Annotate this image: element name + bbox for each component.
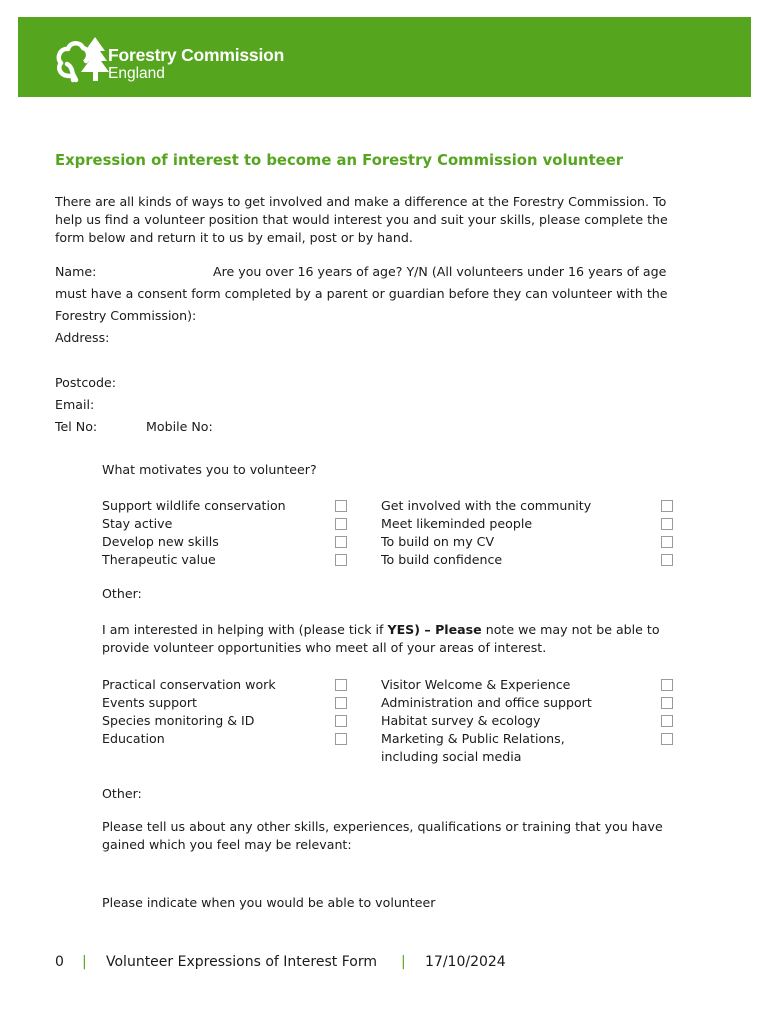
footer-doc-title: Volunteer Expressions of Interest Form — [106, 954, 377, 970]
motivation-option-label: Meet likeminded people — [381, 516, 533, 531]
motivation-option-label: To build confidence — [381, 552, 503, 567]
motivation-checkbox[interactable] — [661, 500, 673, 512]
age-question-line-2: must have a consent form completed by a parent or guardian before they can volunteer with the — [55, 286, 668, 301]
age-question-line-3: Forestry Commission): — [55, 308, 197, 323]
interest-checkbox[interactable] — [661, 733, 673, 745]
interest-option-label: Practical conservation work — [102, 677, 276, 692]
intro-line-2: help us find a volunteer position that would interest you and suit your skills, please complete the — [55, 212, 668, 227]
footer-date: 17/10/2024 — [425, 954, 506, 970]
interest-option-label: Administration and office support — [381, 695, 592, 710]
interest-intro-line-1: I am interested in helping with (please tick if YES) – Please note we may not be able to — [102, 622, 660, 637]
interest-intro-line-2: provide volunteer opportunities who meet all of your areas of interest. — [102, 640, 547, 655]
motivation-checkbox[interactable] — [661, 554, 673, 566]
header-banner — [18, 17, 751, 97]
footer-separator: | — [401, 954, 406, 970]
interest-checkbox[interactable] — [335, 697, 347, 709]
motivation-option-label: Stay active — [102, 516, 173, 531]
other-interest-label: Other: — [102, 786, 142, 801]
interest-option-label: Education — [102, 731, 165, 746]
interest-checkbox[interactable] — [335, 679, 347, 691]
other-motivation-label: Other: — [102, 586, 142, 601]
motivation-option-label: Get involved with the community — [381, 498, 592, 513]
address-label: Address: — [55, 330, 110, 345]
availability-question: Please indicate when you would be able to volunteer — [102, 895, 436, 910]
interest-option-label: Events support — [102, 695, 197, 710]
form-title: Expression of interest to become an Forestry Commission volunteer — [55, 152, 624, 169]
brand-name: Forestry Commission — [108, 45, 285, 65]
motivation-checkbox[interactable] — [335, 500, 347, 512]
age-question-line-1: Are you over 16 years of age? Y/N (All volunteers under 16 years of age — [213, 264, 667, 279]
motivation-checkbox[interactable] — [661, 518, 673, 530]
interest-option-label: Species monitoring & ID — [102, 713, 255, 728]
name-label: Name: — [55, 264, 97, 279]
motivation-checkbox[interactable] — [335, 536, 347, 548]
mobile-label: Mobile No: — [146, 419, 213, 434]
interest-checkbox[interactable] — [661, 697, 673, 709]
motivation-question: What motivates you to volunteer? — [102, 462, 317, 477]
motivation-checkbox[interactable] — [335, 518, 347, 530]
motivation-option-label: Support wildlife conservation — [102, 498, 286, 513]
skills-question-line-1: Please tell us about any other skills, experiences, qualifications or training that you have — [102, 819, 663, 834]
interest-option-label: Visitor Welcome & Experience — [381, 677, 571, 692]
footer-page-number: 0 — [55, 954, 64, 970]
interest-option-label: Habitat survey & ecology — [381, 713, 541, 728]
skills-question-line-2: gained which you feel may be relevant: — [102, 837, 352, 852]
email-label: Email: — [55, 397, 95, 412]
tree-logo-icon — [54, 34, 114, 84]
motivation-checkbox[interactable] — [661, 536, 673, 548]
interest-checkbox[interactable] — [335, 733, 347, 745]
postcode-label: Postcode: — [55, 375, 116, 390]
interest-checkbox[interactable] — [335, 715, 347, 727]
motivation-checkbox[interactable] — [335, 554, 347, 566]
footer-separator: | — [82, 954, 87, 970]
motivation-option-label: Develop new skills — [102, 534, 219, 549]
interest-checkbox[interactable] — [661, 679, 673, 691]
brand-region: England — [108, 65, 165, 82]
interest-option-label-cont: including social media — [381, 749, 522, 764]
motivation-option-label: Therapeutic value — [102, 552, 216, 567]
interest-option-label: Marketing & Public Relations, — [381, 731, 565, 746]
motivation-option-label: To build on my CV — [381, 534, 495, 549]
tel-label: Tel No: — [55, 419, 98, 434]
interest-checkbox[interactable] — [661, 715, 673, 727]
intro-line-1: There are all kinds of ways to get involved and make a difference at the Forestry Commission. To — [55, 194, 667, 209]
intro-line-3: form below and return it to us by email, post or by hand. — [55, 230, 413, 245]
